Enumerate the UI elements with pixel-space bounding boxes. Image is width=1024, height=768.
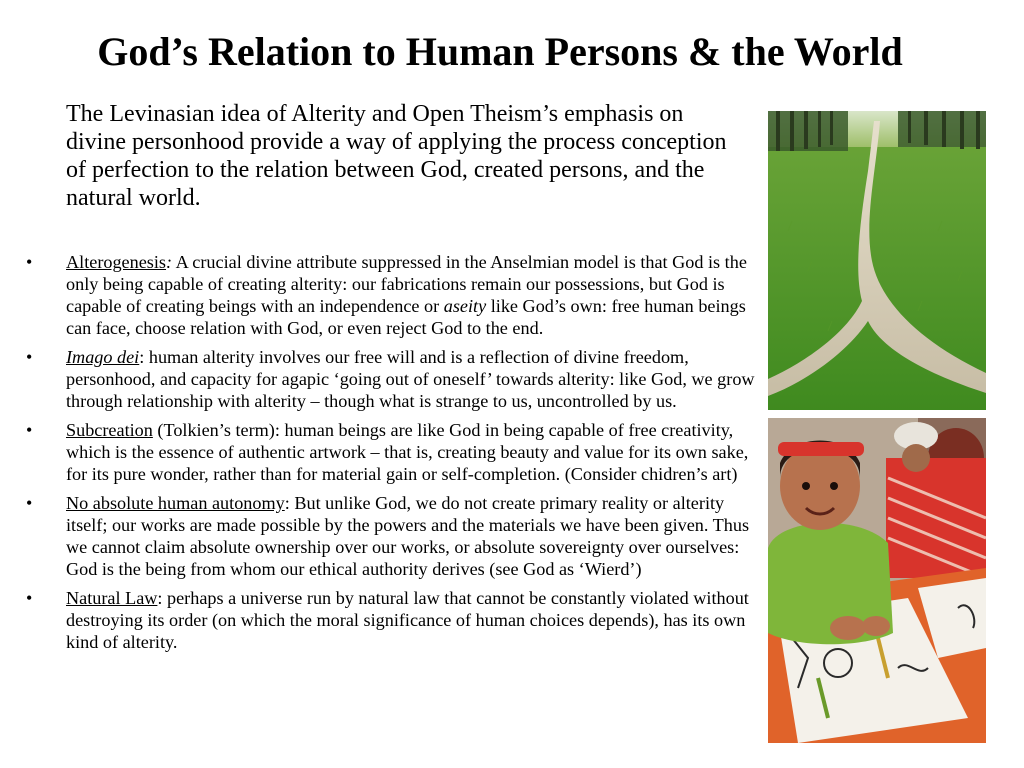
- bullet-text: perhaps a universe run by natural law that cannot be constantly violated without destroying its order (on which the moral significance of human choices depends), has its own kind of alterity.: [66, 588, 749, 652]
- bullet-term: Natural Law: [66, 588, 158, 608]
- bullet-no-absolute-autonomy: [0, 492, 760, 580]
- bullet-dot: •: [26, 493, 33, 513]
- bullet-term: Imago dei: [66, 347, 140, 367]
- bullet-term: Subcreation: [66, 420, 153, 440]
- bullet-imago-dei: [0, 346, 760, 412]
- bullet-sep: :: [284, 493, 290, 513]
- intro-paragraph: The Levinasian idea of Alterity and Open Theism’s emphasis on divine personhood provide a way of applying the process conception of perfection to the relation between God, created persons, and the natural world.: [66, 101, 727, 211]
- bullet-subcreation: [0, 419, 760, 485]
- bullet-text: A crucial divine attribute suppressed in the Anselmian model is that God is the only being capable of creating alterity: our fabrications remain our possessions, but God is capable of creating beings with an independence or: [66, 252, 747, 316]
- bullet-text: like God’s own: free human beings can face, choose relation with God, or even reject God to the end.: [66, 296, 746, 338]
- bullet-text: (Tolkien’s term): human beings are like God in being capable of free creativity, which is the essence of authentic artwork – that is, creating beauty and value for its own sake, for its pure wonder, rather than for material gain or self-completion. (Consider chidren’s art): [66, 420, 749, 484]
- grass-path-illustration: [768, 111, 986, 410]
- bullet-sep: :: [139, 347, 145, 367]
- bullet-term: Alterogenesis: [66, 252, 167, 272]
- slide-title: God’s Relation to Human Persons & the World: [97, 29, 903, 74]
- bullet-natural-law: [0, 587, 760, 653]
- bullet-alterogenesis: [0, 251, 760, 339]
- bullet-dot: •: [26, 588, 33, 608]
- bullet-text: human alterity involves our free will and is a reflection of divine freedom, personhood, and capacity for agapic ‘going out of oneself’ towards alterity: like God, we grow through relationship with alterity – though what is strange to us, uncontrolled by us.: [66, 347, 755, 411]
- bullet-sep: :: [157, 588, 163, 608]
- children-drawing-illustration: [768, 418, 986, 743]
- bullet-term: No absolute human autonomy: [66, 493, 285, 513]
- bullet-dot: •: [26, 420, 33, 440]
- bullet-sep: :: [166, 252, 173, 272]
- grass-path-photo: [768, 111, 986, 410]
- bullet-dot: •: [26, 252, 33, 272]
- bullet-list: [0, 251, 760, 660]
- bullet-emph: aseity: [443, 296, 487, 316]
- bullet-dot: •: [26, 347, 33, 367]
- bullet-text: But unlike God, we do not create primary reality or alterity itself; our works are made possible by the powers and the materials we have been given. Thus we cannot claim absolute ownership over our works, or absolute sovereignty over ourselves: God is the being from whom our ethical authority derives (see God as ‘Wierd’): [66, 493, 750, 579]
- children-drawing-photo: [768, 418, 986, 743]
